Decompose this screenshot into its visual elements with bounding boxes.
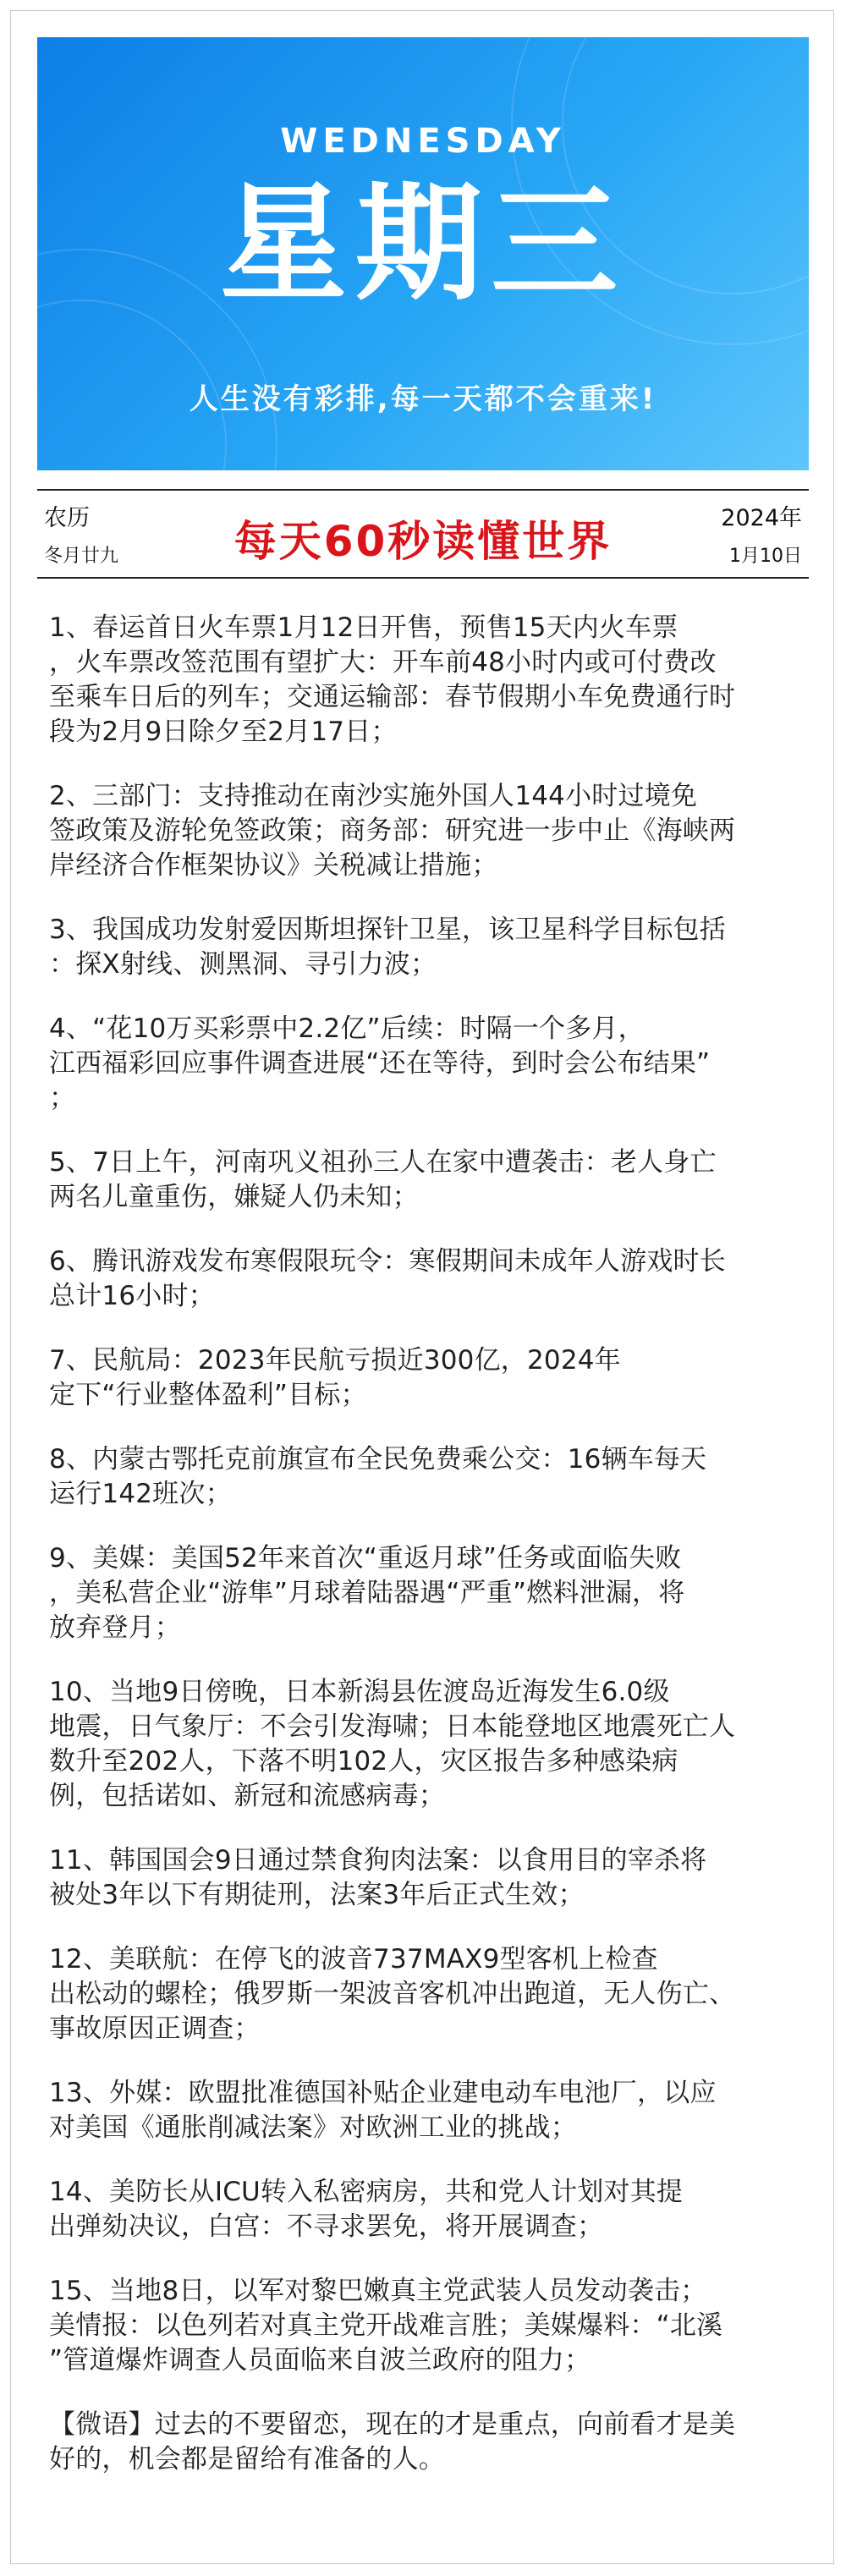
lunar-label: 农历	[44, 505, 90, 531]
weekday-chinese: 星期三	[219, 171, 626, 318]
news-item: 12、美联航：在停飞的波音737MAX9型客机上检查 出松动的螺栓；俄罗斯一架波音客机冲出跑道，无人伤亡、 事故原因正调查；	[49, 1944, 736, 2044]
news-item: 6、腾讯游戏发布寒假限玩令：寒假期间未成年人游戏时长 总计16小时；	[49, 1246, 726, 1311]
news-item: 8、内蒙古鄂托克前旗宣布全民免费乘公交：16辆车每天 运行142班次；	[49, 1444, 707, 1509]
year-label: 2024年	[721, 505, 802, 531]
weekday-banner	[37, 37, 809, 470]
news-item: 7、民航局：2023年民航亏损近300亿，2024年 定下“行业整体盈利”目标；	[49, 1345, 621, 1410]
lunar-date: 冬月廿九	[44, 546, 119, 567]
divider-top	[37, 489, 809, 491]
news-item: 15、当地8日，以军对黎巴嫩真主党武装人员发动袭击； 美情报：以色列若对真主党开战难言胜；美媒爆料：“北溪 ”管道爆炸调查人员面临来自波兰政府的阻力；	[49, 2276, 723, 2376]
news-item: 5、7日上午，河南巩义祖孙三人在家中遭袭击：老人身亡 两名儿童重伤，嫌疑人仍未知；	[49, 1147, 717, 1212]
daily-quote: 【微语】过去的不要留恋，现在的才是重点，向前看才是美 好的，机会都是留给有准备的人。	[49, 2409, 736, 2474]
news-list	[49, 611, 827, 2507]
news-item: 9、美媒：美国52年来首次“重返月球”任务或面临失败 ，美私营企业“游隼”月球着陆器遇“严重”燃料泄漏，将 放弃登月；	[49, 1543, 685, 1643]
news-item: 1、春运首日火车票1月12日开售，预售15天内火车票 ，火车票改签范围有望扩大：开车前48小时内或可付费改 至乘车日后的列车；交通运输部：春节假期小车免费通行时 段为2月9日除夕至2月17日；	[49, 612, 736, 747]
slogan: 人生没有彩排,每一天都不会重来!	[189, 382, 657, 416]
news-item: 14、美防长从ICU转入私密病房，共和党人计划对其提 出弹劾决议，白宫：不寻求罢免，将开展调查；	[49, 2177, 684, 2242]
news-item: 4、“花10万买彩票中2.2亿”后续：时隔一个多月， 江西福彩回应事件调查进展“还在等待，到时会公布结果” ；	[49, 1013, 711, 1113]
date-label: 1月10日	[729, 546, 802, 567]
news-item: 3、我国成功发射爱因斯坦探针卫星，该卫星科学目标包括 ：探X射线、测黑洞、寻引力波；	[49, 915, 726, 980]
news-item: 11、韩国国会9日通过禁食狗肉法案：以食用目的宰杀将 被处3年以下有期徒刑，法案3年后正式生效；	[49, 1845, 707, 1910]
divider-bottom	[37, 577, 809, 579]
news-item: 13、外媒：欧盟批准德国补贴企业建电动车电池厂，以应 对美国《通胀削减法案》对欧洲工业的挑战；	[49, 2078, 717, 2143]
page-title: 每天60秒读懂世界	[233, 517, 613, 566]
news-item: 2、三部门：支持推动在南沙实施外国人144小时过境免 签政策及游轮免签政策；商务部：研究进一步中止《海峡两 岸经济合作框架协议》关税减让措施；	[49, 781, 736, 881]
weekday-english: WEDNESDAY	[280, 122, 566, 161]
news-item: 10、当地9日傍晚，日本新潟县佐渡岛近海发生6.0级 地震，日气象厅：不会引发海啸；日本能登地区地震死亡人 数升至202人，下落不明102人，灾区报告多种感染病 例，包括诺如、新冠和流感病毒；	[49, 1677, 736, 1811]
